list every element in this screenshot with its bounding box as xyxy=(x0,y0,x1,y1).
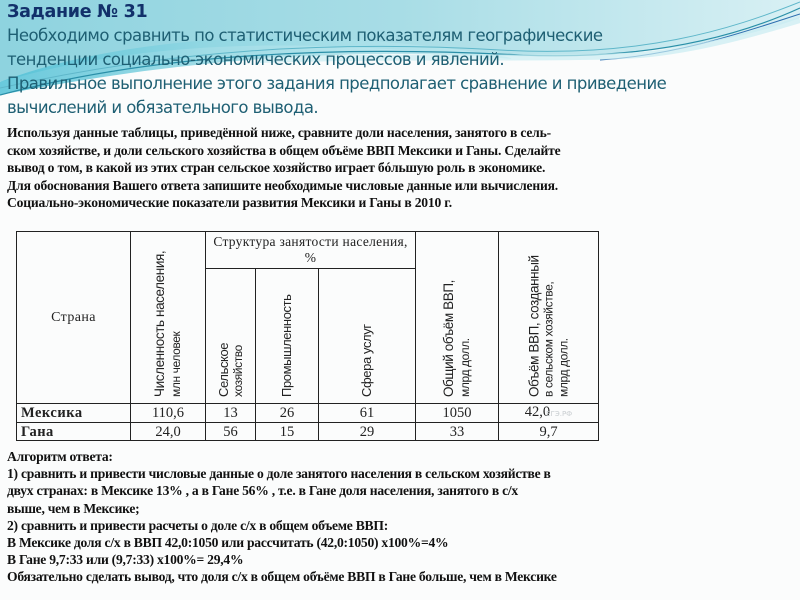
subtitle-line: тенденции социально-экономических процессов и явлений. xyxy=(7,50,505,69)
cell-country: Гана xyxy=(17,423,131,441)
subtitle-line: Необходимо сравнить по статистическим показателям географические xyxy=(7,26,603,45)
cell-country: Мексика xyxy=(17,404,131,423)
slide-title: Задание № 31 xyxy=(7,2,148,22)
answer-line: выше, чем в Мексике; xyxy=(7,500,140,516)
table-row-mexico xyxy=(17,404,599,423)
answer-heading: Алгоритм ответа: xyxy=(7,449,113,464)
header-gdp-agriculture: Объём ВВП, созданный в сельском хозяйстве, млрд долл. xyxy=(499,232,599,404)
header-gdp-total: Общий объём ВВП, млрд долл. xyxy=(416,232,499,404)
task-line: вывод о том, в какой из этих стран сельское хозяйство играет бóльшую роль в экономике. xyxy=(7,160,546,175)
task-line: ском хозяйстве, и доли сельского хозяйства в общем объёме ВВП Мексики и Ганы. Сделайте xyxy=(7,142,561,158)
subtitle-line: Правильное выполнение этого задания предполагает сравнение и приведение xyxy=(7,74,667,93)
task-statement xyxy=(7,124,797,212)
cell-industry: 26 xyxy=(256,404,319,423)
cell-gdp-agriculture: 9,7 xyxy=(499,423,599,441)
watermark: ЕГЭ.РФ xyxy=(546,410,573,418)
answer-line: В Гане 9,7:33 или (9,7:33) х100%= 29,4% xyxy=(7,552,244,568)
header-agriculture: Сельское хозяйство xyxy=(206,269,256,404)
table-row-ghana xyxy=(17,423,599,441)
header-population: Численность населения, млн человек xyxy=(131,232,206,404)
table-caption: Социально-экономические показатели развития Мексики и Ганы в 2010 г. xyxy=(7,195,452,210)
answer-conclusion: Обязательно сделать вывод, что доля с/х в общем объёме ВВП в Гане больше, чем в Мексике xyxy=(7,569,557,585)
header-industry: Промышленность xyxy=(256,269,319,404)
task-line: Для обоснования Вашего ответа запишите необходимые числовые данные или вычисления. xyxy=(7,177,558,193)
statistics-table xyxy=(16,231,599,441)
cell-services: 29 xyxy=(319,423,416,441)
cell-services: 61 xyxy=(319,404,416,423)
slide-header xyxy=(7,0,797,120)
answer-line: В Мексике доля с/х в ВВП 42,0:1050 или рассчитать (42,0:1050) х100%=4% xyxy=(7,535,449,551)
answer-line: 2) сравнить и привести расчеты о доле с/х в общем объеме ВВП: xyxy=(7,517,388,533)
cell-population: 110,6 xyxy=(131,404,206,423)
cell-agriculture: 13 xyxy=(206,404,256,423)
header-services: Сфера услуг xyxy=(319,269,416,404)
cell-gdp-total: 33 xyxy=(416,423,499,441)
task-line: Используя данные таблицы, приведённой ниже, сравните доли населения, занятого в сель- xyxy=(7,125,551,140)
subtitle-line: вычислений и обязательного вывода. xyxy=(7,98,319,117)
cell-agriculture: 56 xyxy=(206,423,256,441)
answer-line: двух странах: в Мексике 13% , а в Гане 56% , т.е. в Гане доля населения, занятого в с/х xyxy=(7,483,518,499)
answer-algorithm xyxy=(7,448,797,586)
cell-industry: 15 xyxy=(256,423,319,441)
header-employment-structure: Структура занятости населения, % xyxy=(206,232,416,269)
cell-population: 24,0 xyxy=(131,423,206,441)
answer-line: 1) сравнить и привести числовые данные о доле занятого населения в сельском хозяйстве в xyxy=(7,466,551,482)
header-country: Страна xyxy=(17,232,131,404)
cell-gdp-agriculture: 42,0ЕГЭ.РФ xyxy=(499,404,599,423)
cell-gdp-total: 1050 xyxy=(416,404,499,423)
